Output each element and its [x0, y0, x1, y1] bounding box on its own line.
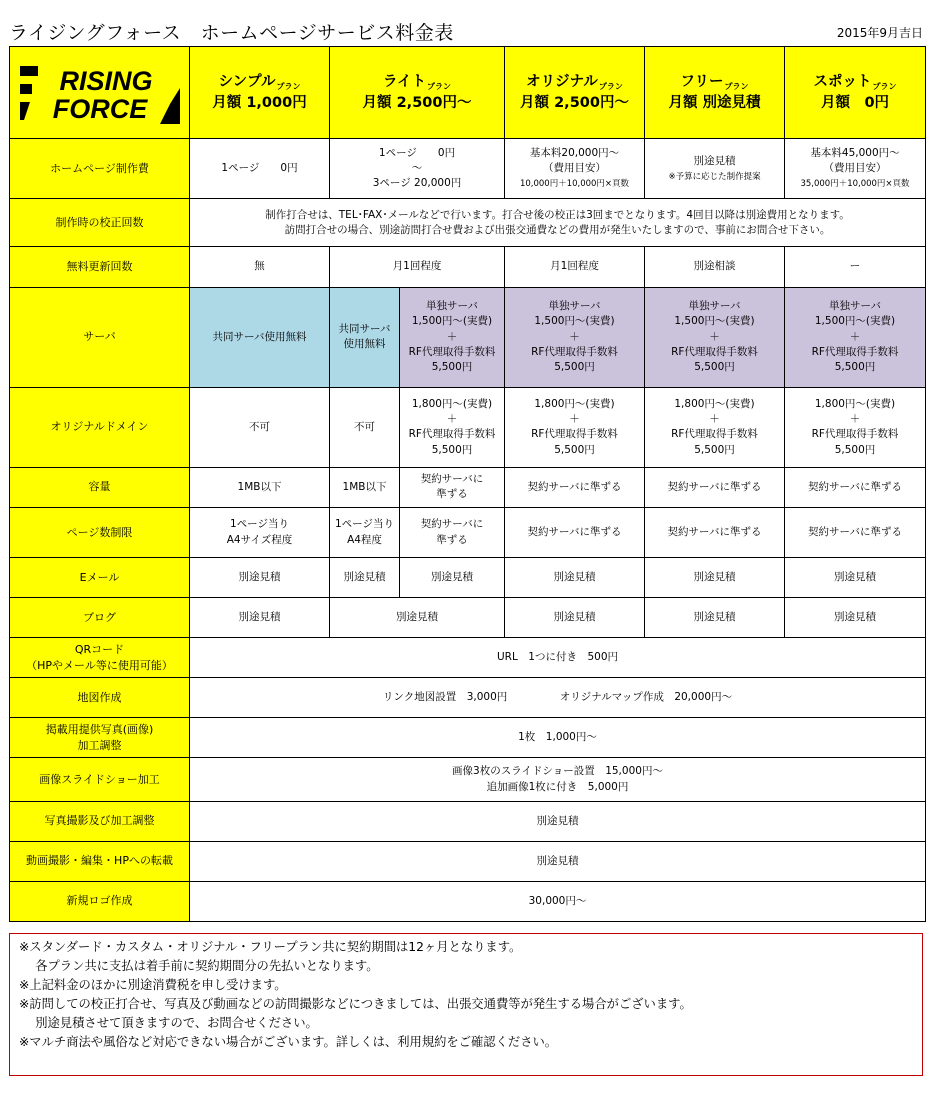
- row-proofing: [10, 199, 926, 247]
- cell-line: ＋: [709, 413, 720, 426]
- row-hp-production: [10, 139, 926, 199]
- cell-line: ＋: [569, 413, 580, 426]
- cell-light-shared: [330, 287, 400, 387]
- cell-simple: 無: [190, 247, 330, 287]
- cell-line: ＋: [849, 413, 861, 426]
- cell-line: 1,800円〜(実費): [411, 397, 493, 410]
- cell-light-dedicated: [400, 467, 505, 507]
- plan-free-header: [645, 47, 785, 139]
- row-capacity: [10, 467, 926, 507]
- row-page-limit: [10, 507, 926, 557]
- cell-line: 基本料20,000円〜: [529, 146, 620, 159]
- row-photo-shoot: [10, 801, 926, 841]
- cell-line: 1ページ当り: [335, 518, 394, 531]
- logo-line2: FORCE: [52, 93, 147, 124]
- cell-line: 5,500円: [554, 443, 595, 456]
- cell-line: 共同サーバ: [338, 322, 391, 335]
- cell-all-plans: [190, 758, 926, 801]
- cell-line: 5,500円: [834, 360, 876, 373]
- cell-line: 制作打合せは、TEL･FAX･メールなどで行います。打合せ後の校正は3回までとなります。4回目以降は別途費用となります。: [265, 208, 850, 221]
- row-domain: [10, 387, 926, 467]
- cell-line: 5,500円: [431, 443, 473, 456]
- cell-simple: [190, 507, 330, 557]
- cell-line: 基本料45,000円〜: [810, 146, 900, 159]
- cell-line: 〜: [411, 162, 423, 175]
- cell-light-shared: 別途見積: [330, 558, 400, 598]
- row-slideshow: [10, 758, 926, 801]
- plan-suffix: プラン: [872, 81, 897, 91]
- cell-line: 5,500円: [431, 360, 473, 373]
- cell-free: 契約サーバに準ずる: [645, 467, 785, 507]
- cell-light: 別途見積: [330, 598, 505, 638]
- cell-line: RF代理取得手数料: [671, 428, 758, 441]
- cell-original: [505, 139, 645, 199]
- cell-line: 1,500円〜(実費): [411, 315, 493, 328]
- logo-cell: [10, 47, 190, 139]
- cell-line: QRコード: [74, 642, 125, 656]
- cell-line: RF代理取得手数料: [408, 345, 496, 358]
- cell-line: ※予算に応じた制作提案: [668, 171, 761, 182]
- row-label: 動画撮影・編集・HPへの転載: [10, 841, 190, 881]
- row-label: Eメール: [10, 558, 190, 598]
- cell-line: ＋: [569, 330, 580, 343]
- row-label: 写真撮影及び加工調整: [10, 801, 190, 841]
- cell-line: ＋: [709, 330, 720, 343]
- cell-line: 3ページ 20,000円: [372, 177, 462, 190]
- plan-name: ライト: [382, 73, 427, 90]
- cell-line: 単独サーバ: [829, 300, 881, 313]
- note-line: 各プラン共に支払は着手前に契約期間分の先払いとなります。: [19, 959, 379, 973]
- plan-name: オリジナル: [526, 73, 598, 90]
- cell-light-dedicated: [400, 387, 505, 467]
- cell-line: RF代理取得手数料: [811, 428, 899, 441]
- cell-spot: 契約サーバに準ずる: [785, 507, 926, 557]
- cell-line: 5,500円: [834, 443, 876, 456]
- plan-simple-header: [190, 47, 330, 139]
- cell-light-shared: 1MB以下: [330, 467, 400, 507]
- cell-line: RF代理取得手数料: [531, 428, 618, 441]
- cell-line: 別途見積: [693, 154, 736, 167]
- cell-all-plans: リンク地図設置 3,000円 オリジナルマップ作成 20,000円〜: [190, 678, 926, 718]
- cell-line: 5,500円: [694, 360, 735, 373]
- cell-line: 単独サーバ: [688, 300, 741, 313]
- cell-line: 10,000円＋10,000円×頁数: [519, 179, 630, 190]
- cell-free: 契約サーバに準ずる: [645, 507, 785, 557]
- plan-price: 月額 2,500円〜: [520, 94, 629, 111]
- row-label: [10, 638, 190, 678]
- cell-line: 1,800円〜(実費): [534, 397, 615, 410]
- cell-spot: 契約サーバに準ずる: [785, 467, 926, 507]
- plan-header-row: [10, 47, 926, 139]
- cell-simple: 1MB以下: [190, 467, 330, 507]
- plan-spot-header: [785, 47, 926, 139]
- note-line: ※上記料金のほかに別途消費税を申し受けます。: [19, 978, 287, 992]
- row-free-updates: [10, 247, 926, 287]
- cell-line: 加工調整: [77, 738, 122, 752]
- cell-line: RF代理取得手数料: [671, 345, 758, 358]
- cell-all-plans: URL 1つに付き 500円: [190, 638, 926, 678]
- row-server: [10, 287, 926, 387]
- plan-price: 月額 0円: [820, 94, 890, 111]
- cell-line: （費用目安）: [823, 162, 887, 175]
- cell-light: [330, 139, 505, 199]
- cell-line: 1ページ 0円: [378, 146, 456, 159]
- row-photo-edit: [10, 718, 926, 758]
- row-blog: [10, 598, 926, 638]
- note-line: ※マルチ商法や風俗など対応できない場合がございます。詳しくは、利用規約をご確認ください。: [19, 1035, 558, 1049]
- note-line: ※訪問しての校正打合せ、写真及び動画などの訪問撮影などにつきましては、出張交通費等が発生する場合がございます。: [19, 997, 692, 1011]
- cell-line: 5,500円: [694, 443, 735, 456]
- cell-all-plans: 30,000円〜: [190, 881, 926, 921]
- cell-free: 別途相談: [645, 247, 785, 287]
- cell-line: 35,000円＋10,000円×頁数: [800, 179, 910, 190]
- cell-spot: [785, 139, 926, 199]
- plan-light-header: [330, 47, 505, 139]
- cell-original: 契約サーバに準ずる: [505, 467, 645, 507]
- cell-simple: 別途見積: [190, 558, 330, 598]
- cell-free: [645, 139, 785, 199]
- cell-line: 5,500円: [554, 360, 595, 373]
- issue-date: 2015年9月吉日: [836, 26, 923, 40]
- cell-line: 1,800円〜(実費): [674, 397, 755, 410]
- row-label: 無料更新回数: [10, 247, 190, 287]
- plan-name: スポット: [813, 73, 872, 90]
- cell-all-plans: 別途見積: [190, 801, 926, 841]
- note-line: ※スタンダード・カスタム・オリジナル・フリープラン共に契約期間は12ヶ月となります。: [19, 940, 522, 954]
- row-label: ホームページ制作費: [10, 139, 190, 199]
- row-label: 地図作成: [10, 678, 190, 718]
- cell-original: 別途見積: [505, 598, 645, 638]
- cell-light-dedicated: 別途見積: [400, 558, 505, 598]
- row-label: 画像スライドショー加工: [10, 758, 190, 801]
- cell-line: （費用目安）: [543, 162, 607, 175]
- rising-force-logo: [20, 58, 180, 128]
- plan-suffix: プラン: [427, 81, 452, 91]
- notes-box: [9, 933, 923, 1076]
- row-label: サーバ: [10, 287, 190, 387]
- cell-light: 月1回程度: [330, 247, 505, 287]
- cell-free: 別途見積: [645, 558, 785, 598]
- cell-spot: 別途見積: [785, 598, 926, 638]
- cell-line: RF代理取得手数料: [408, 428, 496, 441]
- cell-line: 1ページ当り: [230, 518, 289, 531]
- cell-line: ＋: [446, 413, 458, 426]
- plan-suffix: プラン: [598, 81, 623, 91]
- cell-original: [505, 387, 645, 467]
- cell-original: 月1回程度: [505, 247, 645, 287]
- price-table: [9, 46, 926, 922]
- row-label: オリジナルドメイン: [10, 387, 190, 467]
- plan-suffix: プラン: [276, 81, 301, 91]
- cell-line: A4程度: [347, 533, 382, 546]
- cell-all-plans: 別途見積: [190, 841, 926, 881]
- cell-free: 別途見積: [645, 598, 785, 638]
- row-new-logo: [10, 881, 926, 921]
- plan-name: フリー: [680, 73, 724, 90]
- cell-light-shared: 不可: [330, 387, 400, 467]
- plan-suffix: プラン: [724, 81, 749, 91]
- row-video: [10, 841, 926, 881]
- cell-simple: 共同サーバ使用無料: [190, 287, 330, 387]
- cell-light-shared: [330, 507, 400, 557]
- cell-simple: 別途見積: [190, 598, 330, 638]
- note-line: 別途見積させて頂きますので、お問合せください。: [19, 1016, 318, 1030]
- cell-line: A4サイズ程度: [226, 533, 293, 546]
- row-label: ページ数制限: [10, 507, 190, 557]
- page-title: ライジングフォース ホームページサービス料金表: [9, 22, 454, 44]
- cell-line: 準ずる: [436, 533, 468, 546]
- cell-line: 1,500円〜(実費): [674, 315, 755, 328]
- row-label: [10, 718, 190, 758]
- cell-line: 画像3枚のスライドショー設置 15,000円〜: [452, 765, 663, 778]
- cell-line: 訪問打合せの場合、別途訪問打合せ費および出張交通費などの費用が発生いたしますので、事前にお問合せ下さい。: [284, 223, 831, 236]
- cell-light-dedicated: [400, 287, 505, 387]
- row-map: [10, 678, 926, 718]
- plan-original-header: [505, 47, 645, 139]
- cell-line: ＋: [446, 330, 458, 343]
- row-label: 制作時の校正回数: [10, 199, 190, 247]
- cell-line: 契約サーバに: [420, 518, 484, 531]
- row-label: ブログ: [10, 598, 190, 638]
- cell-line: 追加画像1枚に付き 5,000円: [486, 780, 629, 793]
- cell-spot: 別途見積: [785, 558, 926, 598]
- cell-original: 契約サーバに準ずる: [505, 507, 645, 557]
- cell-simple: 不可: [190, 387, 330, 467]
- cell-spot: [785, 287, 926, 387]
- cell-line: RF代理取得手数料: [811, 345, 899, 358]
- row-label: 容量: [10, 467, 190, 507]
- cell-line: 準ずる: [436, 488, 468, 501]
- row-qr-code: [10, 638, 926, 678]
- cell-spot: ー: [785, 247, 926, 287]
- cell-free: [645, 287, 785, 387]
- cell-line: 単独サーバ: [426, 300, 478, 313]
- cell-line: 掲載用提供写真(画像): [45, 723, 154, 736]
- cell-free: [645, 387, 785, 467]
- row-email: [10, 558, 926, 598]
- cell-line: 1,500円〜(実費): [814, 315, 896, 328]
- cell-simple: 1ページ 0円: [190, 139, 330, 199]
- cell-line: （HPやメール等に使用可能）: [26, 658, 173, 672]
- plan-price: 月額 2,500円〜: [362, 94, 472, 111]
- cell-proof-text: [190, 199, 926, 247]
- cell-line: RF代理取得手数料: [531, 345, 618, 358]
- cell-original: 別途見積: [505, 558, 645, 598]
- cell-spot: [785, 387, 926, 467]
- cell-line: 使用無料: [343, 338, 386, 351]
- plan-price: 月額 1,000円: [212, 94, 307, 111]
- plan-name: シンプル: [218, 73, 276, 90]
- cell-line: 1,500円〜(実費): [534, 315, 615, 328]
- plan-price: 月額 別途見積: [668, 94, 761, 111]
- cell-line: ＋: [849, 330, 861, 343]
- cell-light-dedicated: [400, 507, 505, 557]
- cell-line: 1,800円〜(実費): [814, 397, 896, 410]
- cell-all-plans: 1枚 1,000円〜: [190, 718, 926, 758]
- cell-original: [505, 287, 645, 387]
- cell-line: 契約サーバに: [420, 473, 484, 486]
- cell-line: 単独サーバ: [548, 300, 601, 313]
- row-label: 新規ロゴ作成: [10, 881, 190, 921]
- logo-line1: RISING: [58, 65, 153, 96]
